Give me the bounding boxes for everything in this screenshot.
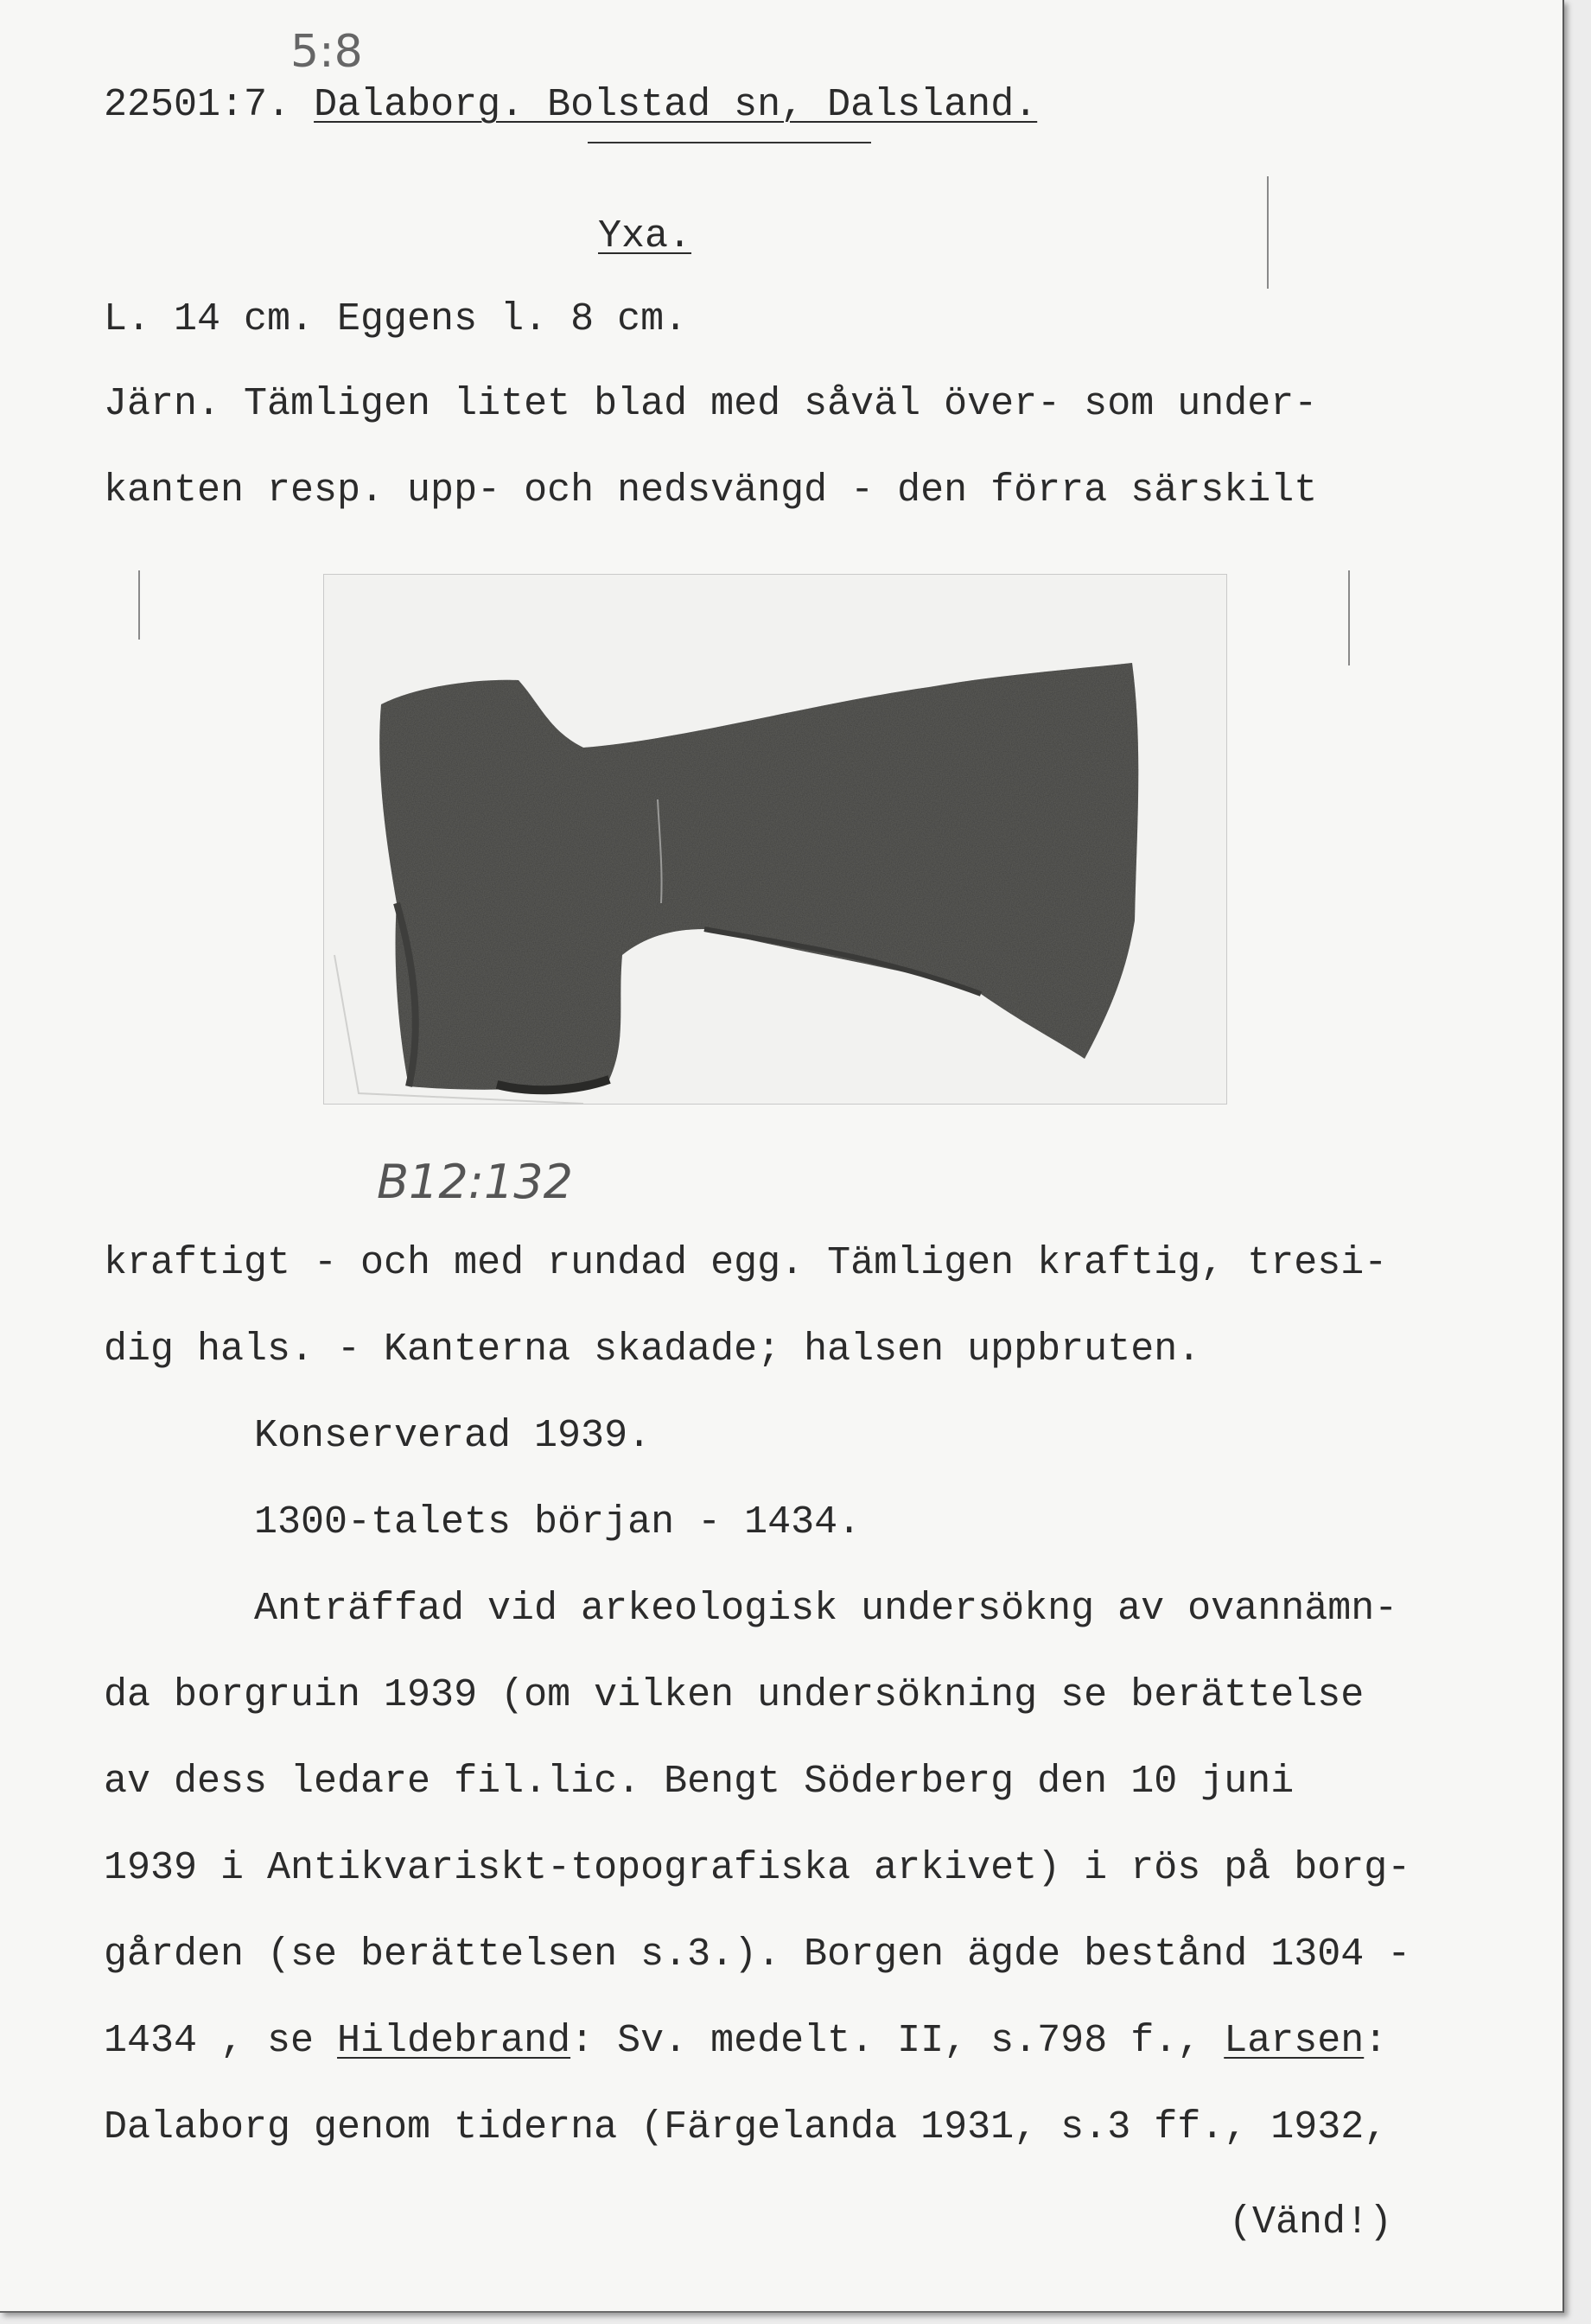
find-place: Dalaborg. Bolstad sn, Dalsland. (314, 83, 1038, 127)
measurements: L. 14 cm. Eggens l. 8 cm. (104, 297, 688, 341)
reference-author-hildebrand: Hildebrand (337, 2019, 571, 2063)
axe-head-photo (324, 575, 1226, 1104)
reference-line: Dalaborg genom tiderna (Färgelanda 1931, s.3 ff., 1932, (104, 2105, 1388, 2149)
object-title: Yxa. (598, 214, 692, 258)
find-line: gården (se berättelsen s.3.). Borgen ägde bestånd 1304 - (104, 1932, 1411, 1977)
pencil-mark (1348, 570, 1350, 665)
find-line: 1939 i Antikvariskt-topografiska arkivet) i rös på borg- (104, 1846, 1411, 1890)
conservation-note: Konserverad 1939. (254, 1414, 652, 1458)
description-line: kraftigt - och med rundad egg. Tämligen kraftig, tresi- (104, 1241, 1388, 1285)
description-line: dig hals. - Kanterna skadade; halsen uppbruten. (104, 1328, 1201, 1372)
reference-end: : (1364, 2019, 1388, 2063)
reference-middle: : Sv. medelt. II, s.798 f., (570, 2019, 1225, 2063)
reference-line (104, 2017, 1387, 2066)
pencil-mark (138, 570, 140, 640)
description-line: kanten resp. upp- och nedsvängd - den förra särskilt (104, 468, 1318, 513)
turn-over-note: (Vänd!) (1229, 2200, 1393, 2244)
find-line: av dess ledare fil.lic. Bengt Söderberg den 10 juni (104, 1760, 1295, 1804)
find-line: Anträffad vid arkeologisk undersökng av ovannämn- (254, 1587, 1398, 1631)
pencil-mark (1267, 176, 1269, 289)
pencil-number: 5:8 (290, 26, 363, 78)
pencil-underline (588, 142, 871, 143)
dating: 1300-talets början - 1434. (254, 1500, 862, 1544)
find-line: da borgruin 1939 (om vilken undersökning se berättelse (104, 1673, 1365, 1717)
reference-author-larsen: Larsen (1224, 2019, 1365, 2063)
reference-start: 1434 , se (104, 2019, 338, 2063)
handwritten-museum-number: B12:132 (377, 1155, 574, 1209)
catalog-header (104, 81, 1037, 130)
artifact-photo (323, 574, 1227, 1105)
catalog-number: 22501:7. (104, 83, 291, 127)
description-line: Järn. Tämligen litet blad med såväl över- som under- (104, 382, 1318, 426)
